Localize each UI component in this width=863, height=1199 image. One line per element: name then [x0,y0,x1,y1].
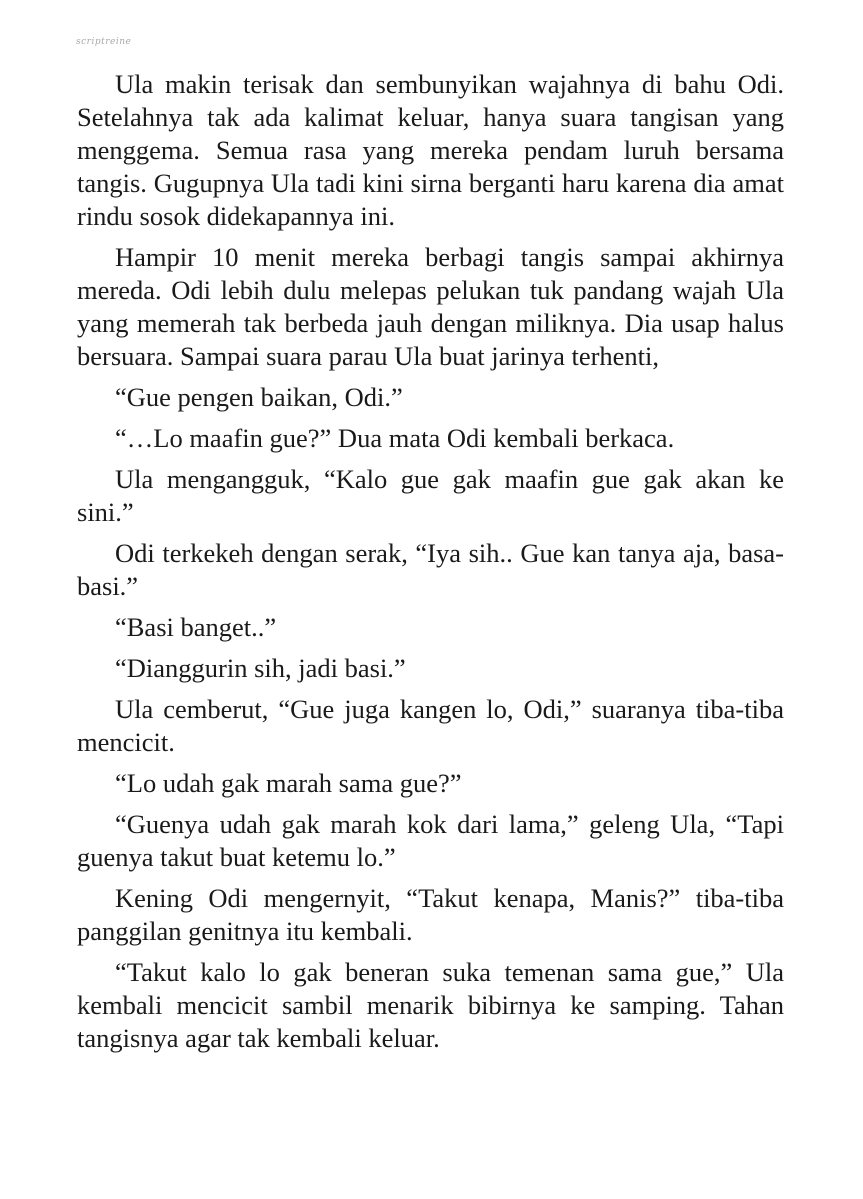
paragraph: Hampir 10 menit mereka berbagi tangis sampai akhirnya mereda. Odi lebih dulu melepas pelukan tuk pandang wajah Ula yang memerah tak berbeda jauh dengan miliknya. Dia usap halus bersuara. Sampai suara parau Ula buat jarinya terhenti, [77,242,784,371]
paragraph: “Takut kalo lo gak beneran suka temenan sama gue,” Ula kembali mencicit sambil menarik bibirnya ke samping. Tahan tangisnya agar tak kembali keluar. [77,957,784,1053]
paragraph: “Dianggurin sih, jadi basi.” [115,653,406,683]
page-body [77,68,784,1063]
paragraph: “Guenya udah gak marah kok dari lama,” geleng Ula, “Tapi guenya takut buat ketemu lo.” [77,809,784,872]
paragraph: Ula cemberut, “Gue juga kangen lo, Odi,” suaranya tiba-tiba mencicit. [77,694,784,757]
paragraph: “Gue pengen baikan, Odi.” [115,382,403,412]
paragraph: “Lo udah gak marah sama gue?” [115,768,462,798]
paragraph: “Basi banget..” [115,612,277,642]
paragraph: “…Lo maafin gue?” Dua mata Odi kembali berkaca. [115,423,675,453]
paragraph: Ula mengangguk, “Kalo gue gak maafin gue gak akan ke sini.” [77,464,784,527]
paragraph: Odi terkekeh dengan serak, “Iya sih.. Gue kan tanya aja, basa-basi.” [77,538,784,601]
paragraph: Kening Odi mengernyit, “Takut kenapa, Manis?” tiba-tiba panggilan genitnya itu kembali. [77,883,784,946]
watermark: scriptreine [76,37,132,47]
paragraph: Ula makin terisak dan sembunyikan wajahnya di bahu Odi. Setelahnya tak ada kalimat keluar, hanya suara tangisan yang menggema. Semua rasa yang mereka pendam luruh bersama tangis. Gugupnya Ula tadi kini sirna berganti haru karena dia amat rindu sosok didekapannya ini. [77,69,784,231]
